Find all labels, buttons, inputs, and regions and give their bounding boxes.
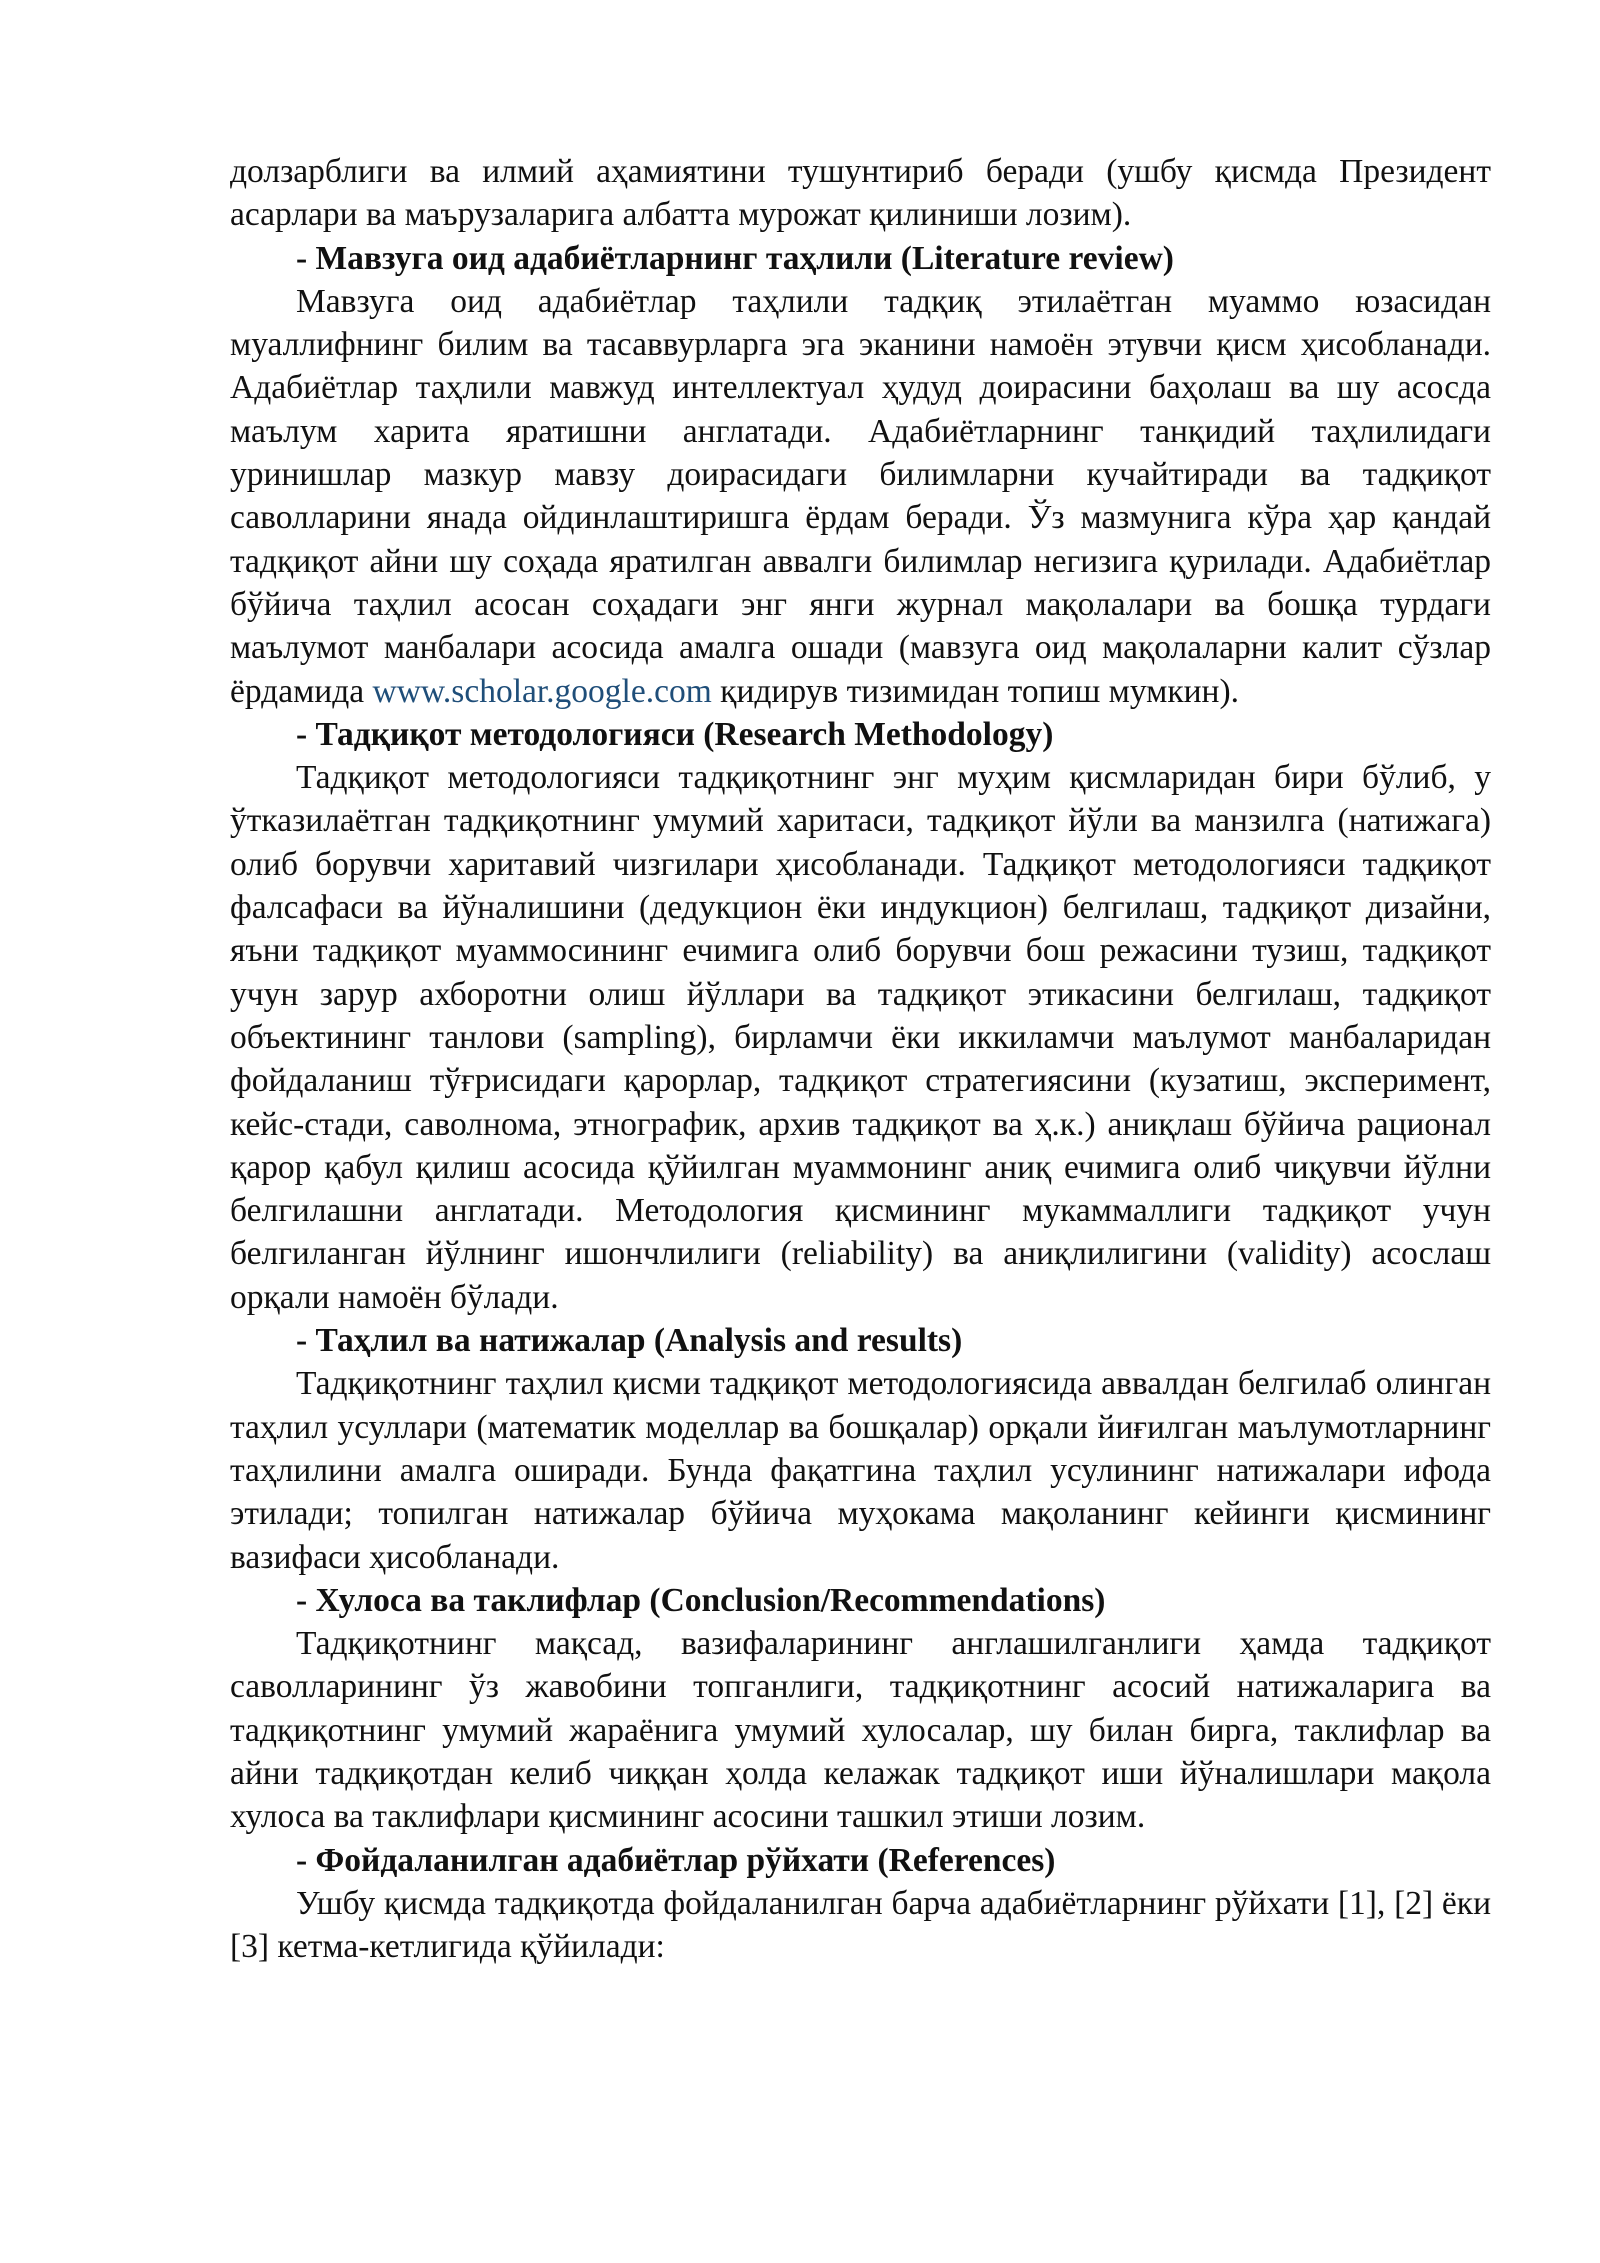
literature-review-text-end: қидирув тизимидан топиш мумкин). (720, 672, 1240, 710)
section-heading-references: - Фойдаланилган адабиётлар рўйхати (References) (296, 1841, 1056, 1879)
section-heading-analysis-results: - Таҳлил ва натижалар (Analysis and results) (296, 1322, 963, 1360)
section-heading-literature-review: - Мавзуга оид адабиётларнинг таҳлили (Literature review) (296, 239, 1174, 277)
section-heading-research-methodology: - Тадқиқот методологияси (Research Methodology) (296, 715, 1054, 753)
section-body-conclusion: Тадқиқотнинг мақсад, вазифаларининг англашилганлиги ҳамда тадқиқот саволларининг ўз жавобини топганлиги, тадқиқотнинг асосий натижаларига ва тадқиқотнинг умумий жараёнига умумий хулосалар, шу билан бирга, таклифлар ва айни тадқиқотдан келиб чиққан ҳолда келажак тадқиқот иши йўналишлари мақола хулоса ва таклифлари қисмининг асосини ташкил этиши лозим. (230, 1625, 1491, 1836)
section-heading-conclusion: - Хулоса ва таклифлар (Conclusion/Recommendations) (296, 1581, 1106, 1619)
section-body-references: Ушбу қисмда тадқиқотда фойдаланилган барча адабиётларнинг рўйхати [1], [2] ёки [3] кетма-кетлигида қўйилади: (230, 1884, 1491, 1966)
section-body-research-methodology: Тадқиқот методологияси тадқиқотнинг энг муҳим қисмларидан бири бўлиб, у ўтказилаётган тадқиқотнинг умумий харитаси, тадқиқот йўли ва манзилга (натижага) олиб борувчи харитавий чизгилари ҳисобланади. Тадқиқот методологияси тадқиқот фалсафаси ва йўналишини (дедукцион ёки индукцион) белгилаш, тадқиқот дизайни, яъни тадқиқот муаммосининг ечимига олиб борувчи бош режасини тузиш, тадқиқот учун зарур ахборотни олиш йўллари ва тадқиқот этикасини белгилаш, тадқиқот объектининг танлови (sampling), бирламчи ёки иккиламчи маълумот манбаларидан фойдаланиш тўғрисидаги қарорлар, тадқиқот стратегиясини (кузатиш, эксперимент, кейс-стади, саволнома, этнографик, архив тадқиқот ва ҳ.к.) аниқлаш бўйича рационал қарор қабул қилиш асосида қўйилган муаммонинг аниқ ечимига олиб чиқувчи йўлни белгилашни англатади. Методология қисмининг мукаммаллиги тадқиқот учун белгиланган йўлнинг ишончлилиги (reliability) ва аниқлилигини (validity) асослаш орқали намоён бўлади. (230, 759, 1491, 1316)
document-page (230, 150, 1491, 1968)
section-body-analysis-results: Тадқиқотнинг таҳлил қисми тадқиқот методологиясида аввалдан белгилаб олинган таҳлил усуллари (математик моделлар ва бошқалар) орқали йиғилган маълумотларнинг таҳлилини амалга оширади. Бунда фақатгина таҳлил усулининг натижалари ифода этилади; топилган натижалар бўйича муҳокама мақоланинг кейинги қисмининг вазифаси ҳисобланади. (230, 1365, 1491, 1576)
intro-paragraph: долзарблиги ва илмий аҳамиятини тушунтириб беради (ушбу қисмда Президент асарлари ва маърузаларига албатта мурожат қилиниши лозим). (230, 153, 1491, 234)
scholar-link[interactable]: www.scholar.google.com (372, 672, 712, 710)
section-body-literature-review (230, 280, 1491, 713)
literature-review-text: Мавзуга оид адабиётлар таҳлили тадқиқ этилаётган муаммо юзасидан муаллифнинг билим ва тасаввурларга эга эканини намоён этувчи қисм ҳисобланади. Адабиётлар таҳлили мавжуд интеллектуал ҳудуд доирасини баҳолаш ва шу асосда маълум харита яратишни англатади. Адабиётларнинг танқидий таҳлилидаги уринишлар мазкур мавзу доирасидаги билимларни кучайтиради ва тадқиқот саволларини янада ойдинлаштиришга ёрдам беради. Ўз мазмунига кўра ҳар қандай тадқиқот айни шу соҳада яратилган аввалги билимлар негизига қурилади. Адабиётлар бўйича таҳлил асосан соҳадаги энг янги журнал мақолалари ва бошқа турдаги маълумот манбалари асосида амалга ошади (мавзуга оид мақолаларни калит сўзлар ёрдамида (230, 282, 1491, 710)
